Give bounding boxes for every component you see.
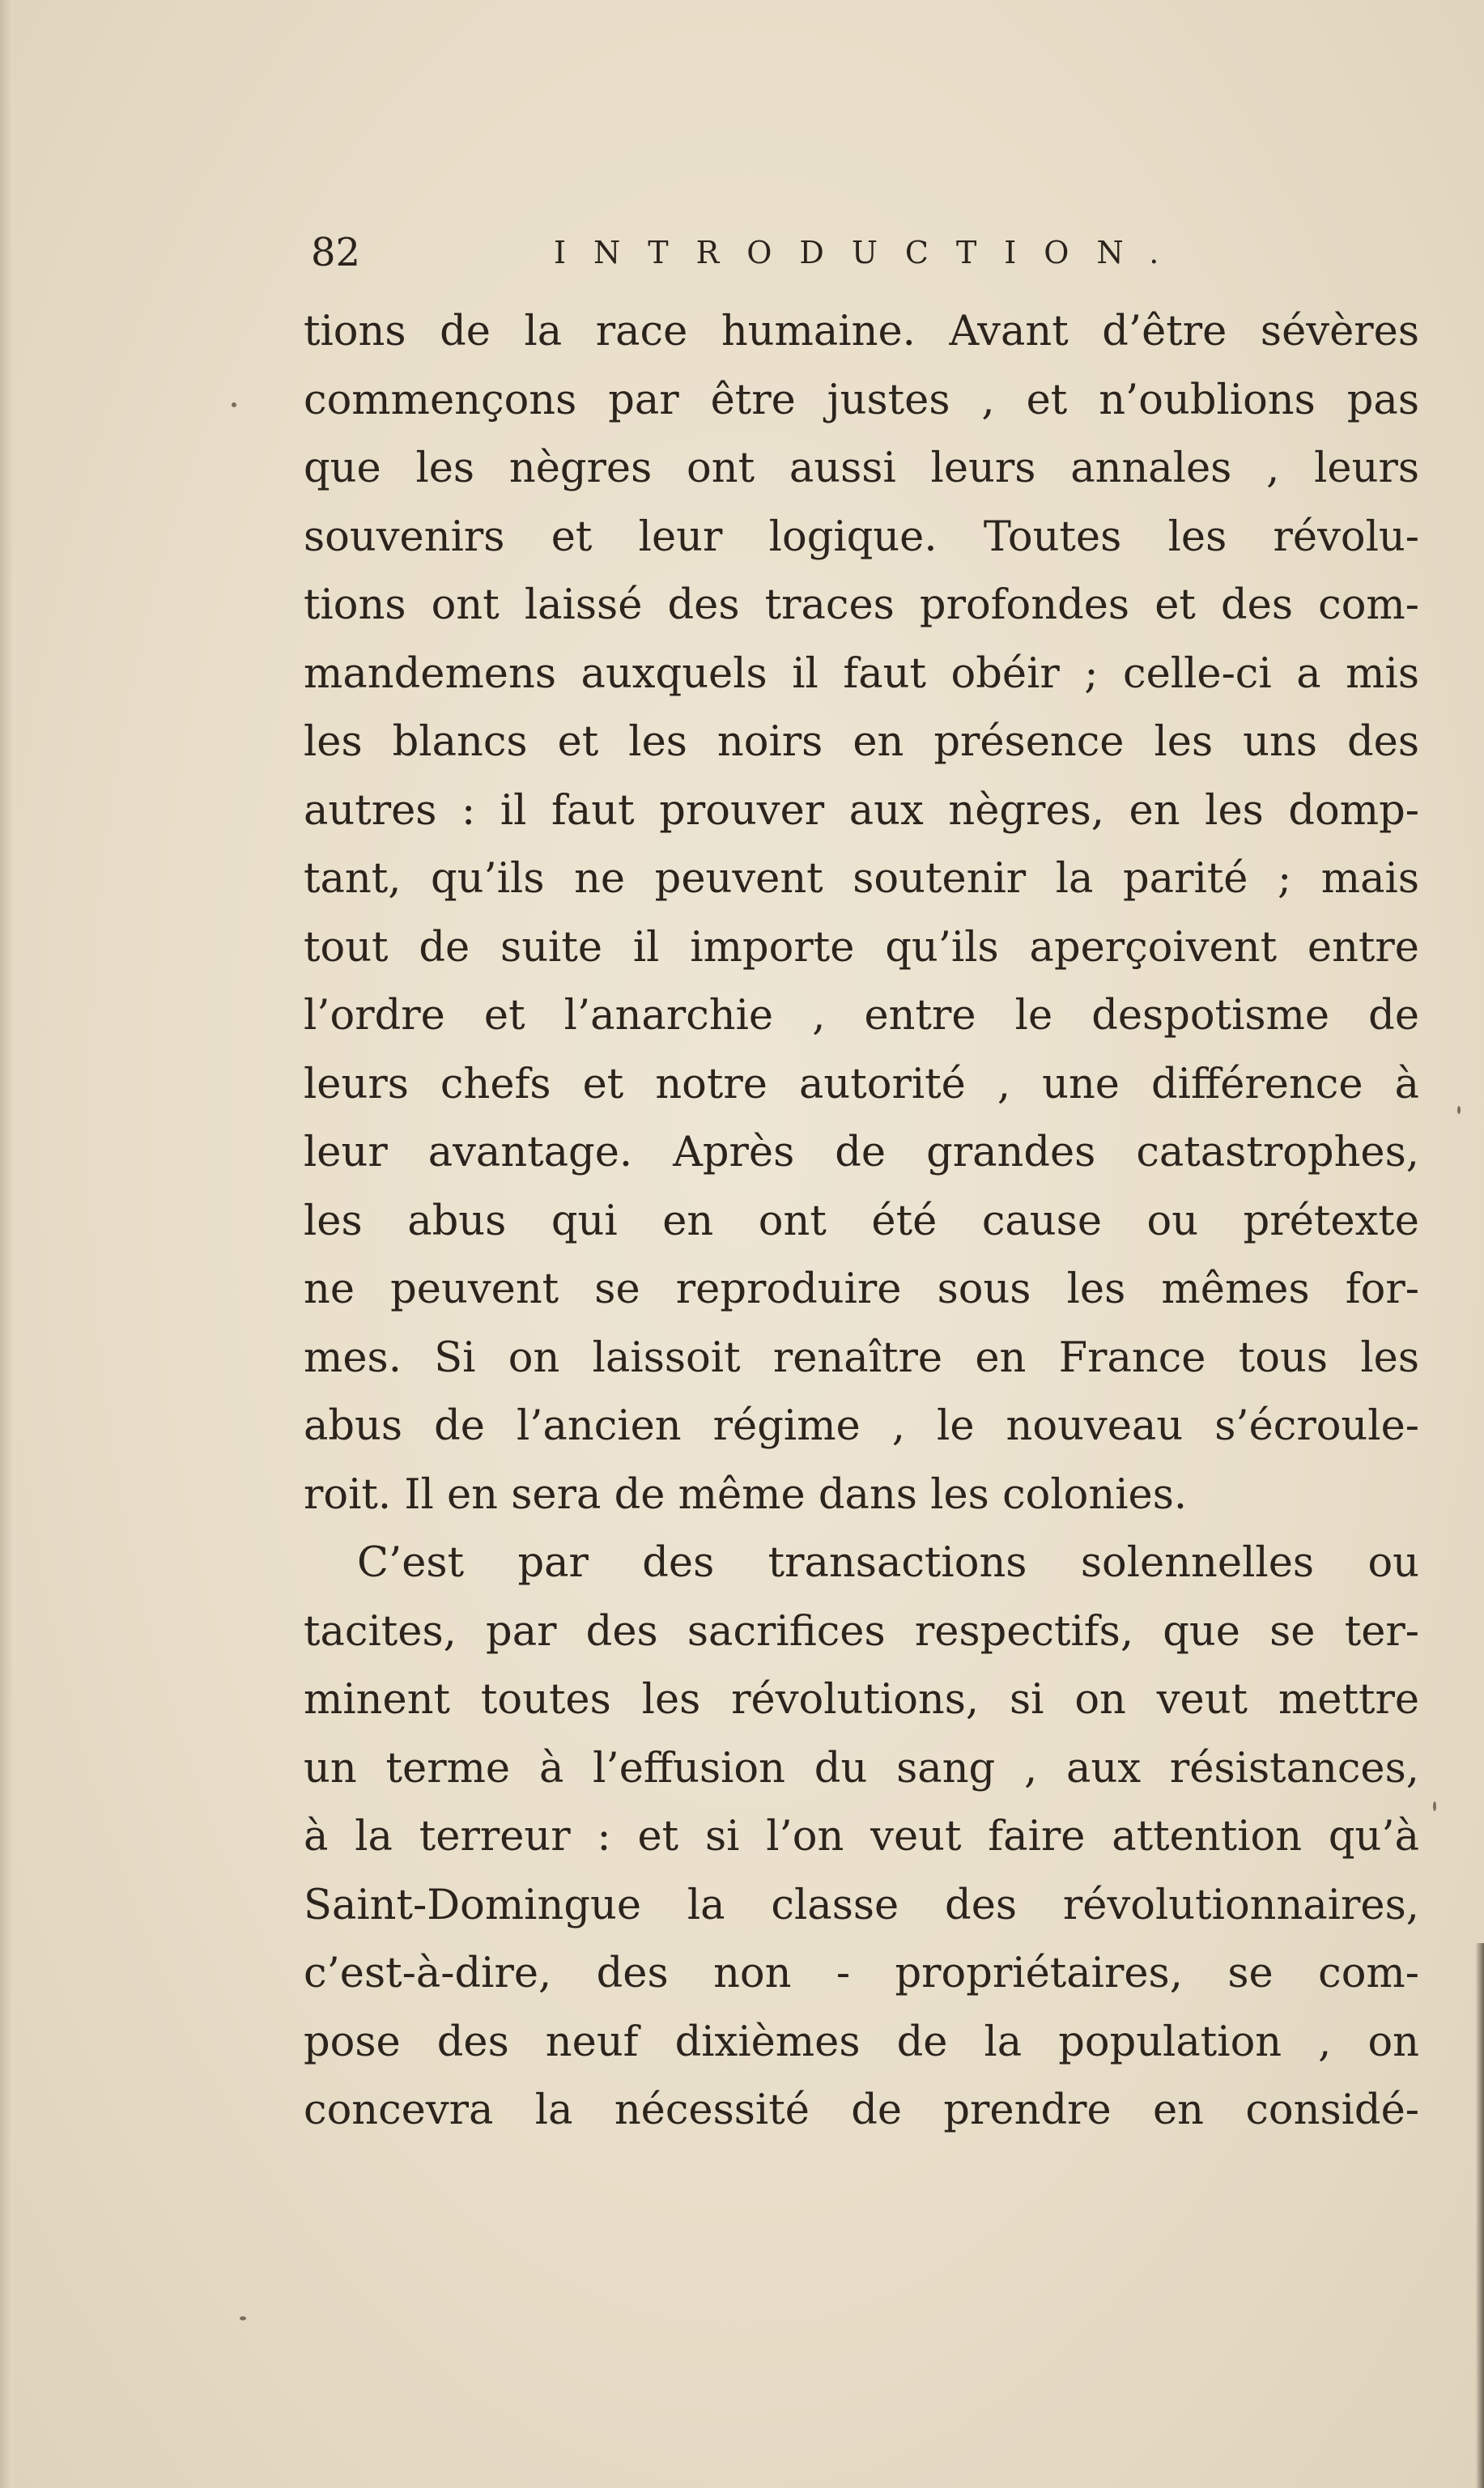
paper-speck (1433, 1801, 1436, 1811)
text-line: que les nègres ont aussi leurs annales , leurs (304, 444, 1419, 492)
page-number: 82 (311, 230, 361, 275)
text-line: les blancs et les noirs en présence les uns des (304, 718, 1419, 766)
text-line: abus de l’ancien régime , le nouveau s’écroule- (304, 1402, 1419, 1450)
text-line: c’est-à-dire, des non - propriétaires, se com- (304, 1950, 1419, 1997)
page-left-edge (0, 0, 13, 2488)
text-line: tacites, par des sacrifices respectifs, que se ter- (304, 1607, 1419, 1656)
running-head: INTRODUCTION. (554, 235, 1187, 270)
page-right-edge-shadow (1476, 1943, 1484, 2488)
paper-speck (1457, 1106, 1461, 1114)
text-line: tant, qu’ils ne peuvent soutenir la parité ; mais (304, 855, 1419, 903)
text-line: leur avantage. Après de grandes catastrophes, (304, 1129, 1419, 1176)
text-line: ne peuvent se reproduire sous les mêmes for- (304, 1265, 1419, 1313)
text-line: tions de la race humaine. Avant d’être sévères (304, 308, 1419, 355)
paper-speck (232, 402, 236, 407)
text-line: pose des neuf dixièmes de la population , on (304, 2018, 1419, 2066)
paragraph-start-line: C’est par des transactions solennelles ou (357, 1539, 1419, 1587)
text-line: l’ordre et l’anarchie , entre le despotisme de (304, 992, 1419, 1040)
text-line: leurs chefs et notre autorité , une différence à (304, 1060, 1419, 1108)
page-header (311, 228, 1210, 277)
text-line: commençons par être justes , et n’oublions pas (304, 376, 1419, 424)
paragraph-end-line: roit. Il en sera de même dans les colonies. (304, 1470, 1188, 1519)
text-line: souvenirs et leur logique. Toutes les révolu- (304, 512, 1419, 561)
text-line: mes. Si on laissoit renaître en France tous les (304, 1333, 1419, 1382)
text-line: Saint-Domingue la classe des révolutionnaires, (304, 1881, 1419, 1929)
text-line: mandemens auxquels il faut obéir ; celle-ci a mis (304, 649, 1419, 698)
text-line: tions ont laissé des traces profondes et des com- (304, 581, 1419, 629)
text-line: un terme à l’effusion du sang , aux résistances, (304, 1744, 1419, 1793)
text-line: tout de suite il importe qu’ils aperçoivent entre (304, 923, 1419, 972)
body-text (304, 298, 1419, 2146)
text-line: autres : il faut prouver aux nègres, en les domp- (304, 786, 1419, 835)
text-line: à la terreur : et si l’on veut faire attention qu’à (304, 1813, 1419, 1861)
text-line: les abus qui en ont été cause ou prétexte (304, 1197, 1419, 1245)
text-line: minent toutes les révolutions, si on veut mettre (304, 1676, 1419, 1724)
text-line: concevra la nécessité de prendre en considé- (304, 2086, 1419, 2134)
paper-speck (240, 2316, 246, 2320)
